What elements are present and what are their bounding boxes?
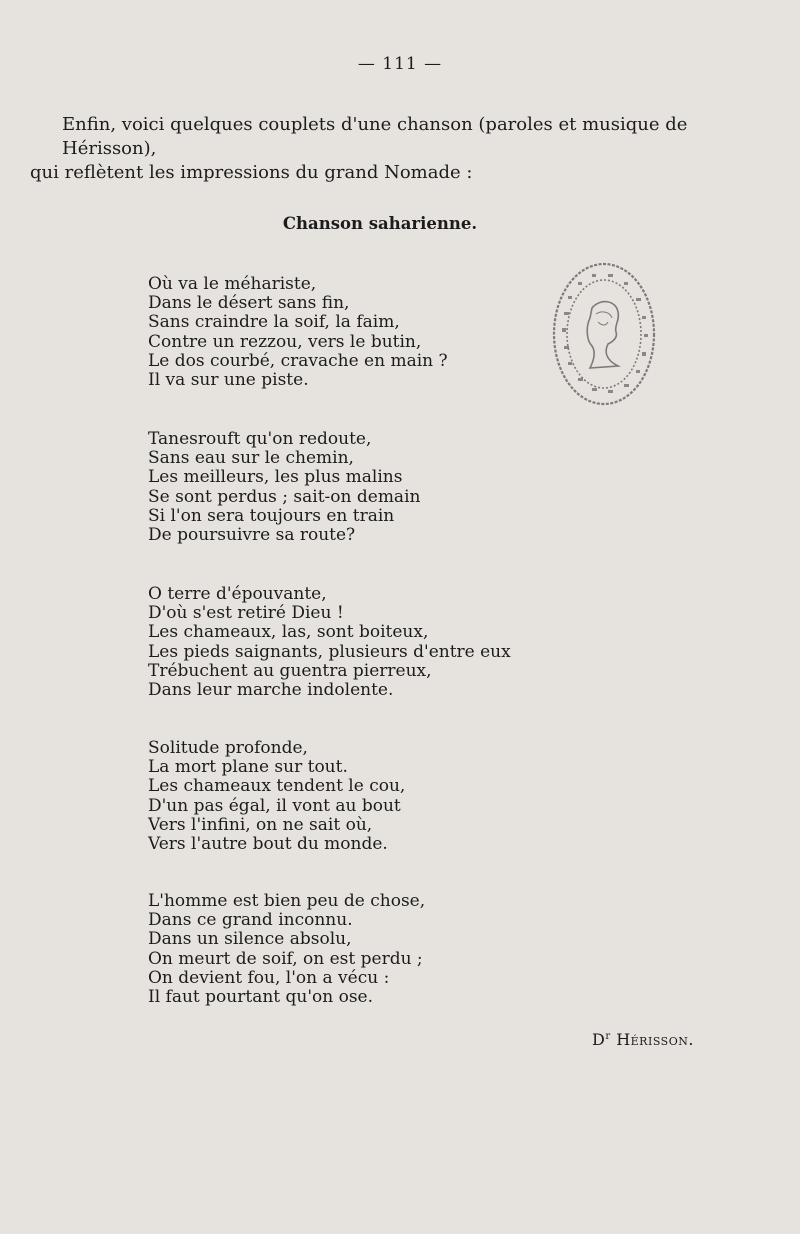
- intro-paragraph: [30, 113, 770, 185]
- verse-line: Les meilleurs, les plus malins: [148, 467, 403, 488]
- signature-title: D: [592, 1030, 606, 1049]
- verse-line: On meurt de soif, on est perdu ;: [148, 948, 423, 969]
- song-title: Chanson saharienne.: [282, 214, 478, 233]
- signature-name: Hérisson.: [616, 1030, 694, 1049]
- stanza-3: [148, 585, 568, 700]
- verse-line: Solitude profonde,: [148, 738, 308, 758]
- intro-line-1: Enfin, voici quelques couplets d'une chanson (paroles et musique de Hérisson),: [62, 114, 688, 159]
- verse-line: Se sont perdus ; sait-on demain: [148, 486, 421, 507]
- stanza-2: [148, 430, 568, 545]
- verse-line: D'un pas égal, il vont au bout: [148, 795, 401, 816]
- verse-line: Les pieds saignants, plusieurs d'entre eux: [148, 641, 511, 662]
- verse-line: Vers l'autre bout du monde.: [148, 834, 388, 855]
- verse-line: Dans ce grand inconnu.: [148, 910, 353, 931]
- verse-line: Où va le méhariste,: [148, 274, 317, 294]
- signature-title-sup: r: [605, 1031, 611, 1042]
- verse-line: Les chameaux tendent le cou,: [148, 776, 406, 797]
- verse-line: Vers l'infini, on ne sait où,: [148, 814, 373, 835]
- page-number: — 111 —: [357, 54, 443, 74]
- verse-line: La mort plane sur tout.: [148, 757, 348, 778]
- intro-line-2: qui reflètent les impressions du grand Nomade :: [30, 162, 473, 183]
- author-signature: [592, 1030, 694, 1049]
- verse-line: Il faut pourtant qu'on ose.: [148, 987, 374, 1008]
- stanza-4: [148, 739, 568, 854]
- stanza-1: [148, 275, 568, 390]
- verse-line: Dans leur marche indolente.: [148, 680, 394, 701]
- library-stamp-icon: [548, 256, 660, 412]
- verse-line: O terre d'épouvante,: [148, 584, 327, 604]
- stanza-5: [148, 892, 568, 1007]
- verse-line: Contre un rezzou, vers le butin,: [148, 331, 422, 352]
- verse-line: De poursuivre sa route?: [148, 525, 356, 546]
- verse-line: Il va sur une piste.: [148, 370, 309, 391]
- verse-line: Tanesrouft qu'on redoute,: [148, 429, 372, 449]
- verse-line: Les chameaux, las, sont boiteux,: [148, 622, 429, 643]
- verse-line: Dans un silence absolu,: [148, 929, 352, 950]
- verse-line: Si l'on sera toujours en train: [148, 505, 395, 526]
- verse-line: Sans eau sur le chemin,: [148, 448, 354, 469]
- verse-line: Trébuchent au guentra pierreux,: [148, 660, 432, 681]
- verse-line: Dans le désert sans fin,: [148, 293, 350, 314]
- verse-line: Sans craindre la soif, la faim,: [148, 312, 400, 333]
- verse-line: L'homme est bien peu de chose,: [148, 891, 426, 911]
- verse-line: D'où s'est retiré Dieu !: [148, 603, 344, 624]
- verse-line: Le dos courbé, cravache en main ?: [148, 350, 448, 371]
- verse-line: On devient fou, l'on a vécu :: [148, 967, 390, 988]
